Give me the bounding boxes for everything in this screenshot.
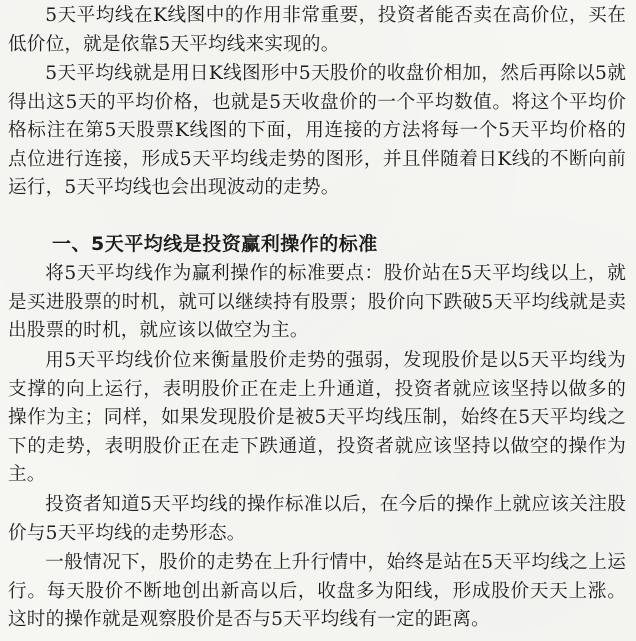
section-heading: 一、5天平均线是投资赢利操作的标准 (52, 233, 378, 255)
paragraph-section-1-3: 投资者知道5天平均线的操作标准以后，在今后的操作上就应该关注股价与5天平均线的走势形态。 (8, 494, 626, 544)
paragraph-section-1-2: 用5天平均线价位来衡量股价走势的强弱，发现股价是以5天平均线为支撑的向上运行，表明股价正在走上升通道，投资者就应该坚持以做多的操作为主；同样，如果发现股价是被5天平均线压制，始终在5天平均线之下的走势，表明股价正在走下跌通道，投资者就应该坚持以做空的操作为主。 (8, 350, 626, 486)
paragraph-intro-1: 5天平均线在K线图中的作用非常重要，投资者能否卖在高价位，买在低价位，就是依靠5天平均线来实现的。 (8, 5, 626, 55)
paragraph-section-1-1: 将5天平均线作为赢利操作的标准要点：股价站在5天平均线以上，就是买进股票的时机，就可以继续持有股票；股价向下跌破5天平均线就是卖出股票的时机，就应该以做空为主。 (8, 263, 626, 342)
paragraph-section-1-4: 一般情况下，股价的走势在上升行情中，始终是站在5天平均线之上运行。每天股价不断地创出新高以后，收盘多为阳线，形成股价天天上涨。这时的操作就是观察股价是否与5天平均线有一定的距离。 (8, 552, 626, 631)
paragraph-intro-2: 5天平均线就是用日K线图形中5天股价的收盘价相加，然后再除以5就得出这5天的平均价格，也就是5天收盘价的一个平均数值。将这个平均价格标注在第5天股票K线图的下面，用连接的方法将每一个5天平均价格的点位进行连接，形成5天平均线走势的图形，并且伴随着日K线的不断向前运行，5天平均线也会出现波动的走势。 (8, 63, 626, 199)
